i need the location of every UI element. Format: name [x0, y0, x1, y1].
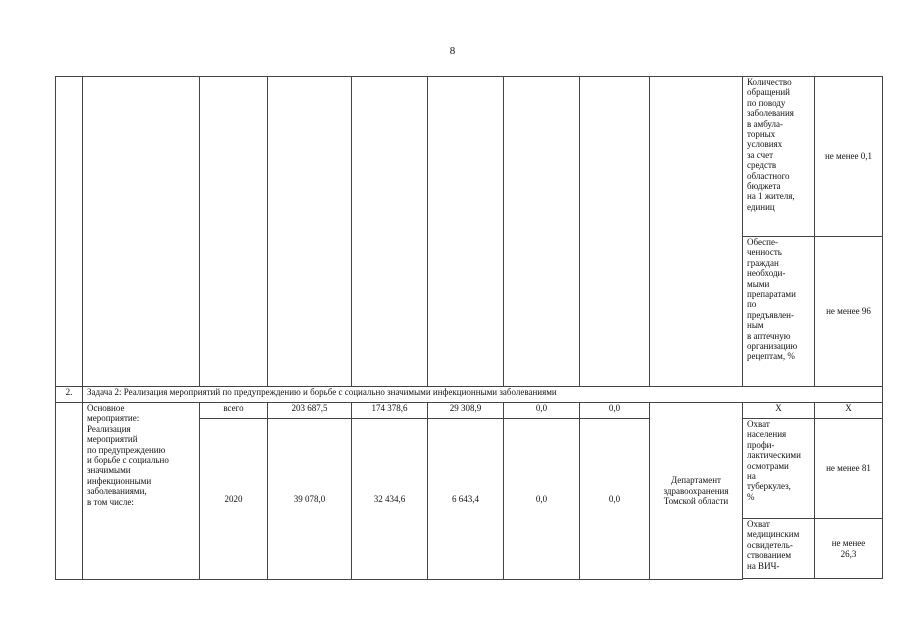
year-label: 2020 — [200, 419, 268, 580]
target-cell: не менее 0,1 — [815, 77, 883, 237]
indicator-cell: Обеспе- ченность граждан необходи- мыми препаратами по предъявлен- ным в аптечную организацию рецептам, % — [743, 237, 815, 387]
year-value: 6 643,4 — [428, 419, 504, 580]
target-cell: не менее 81 — [815, 419, 883, 519]
year-value: 0,0 — [504, 419, 580, 580]
activity-name: Основное мероприятие: Реализация мероприятий по предупреждению и борьбе с социально значимыми инфекционными заболеваниями, в том числе: — [83, 403, 200, 580]
table-row — [56, 77, 883, 237]
indicator-cell: X — [743, 403, 815, 419]
target-cell: не менее 96 — [815, 237, 883, 387]
year-cell — [200, 77, 268, 387]
indicator-cell: Охват населения профи- лактическими осмотрами на туберкулез, % — [743, 419, 815, 519]
table-row — [56, 403, 883, 419]
page-number: 8 — [449, 45, 456, 57]
value-cell — [504, 77, 580, 387]
value-cell — [580, 77, 650, 387]
total-value: 0,0 — [580, 403, 650, 419]
activity-cell — [83, 77, 200, 387]
year-value: 0,0 — [580, 419, 650, 580]
total-value: 174 378,6 — [352, 403, 428, 419]
year-label: всего — [200, 403, 268, 419]
number-cell — [56, 403, 83, 580]
task-row — [56, 387, 883, 403]
value-cell — [352, 77, 428, 387]
total-value: 0,0 — [504, 403, 580, 419]
department-name: Департамент здравоохранения Томской области — [650, 403, 743, 580]
indicator-cell: Охват медицинским освидетель- ствованием на ВИЧ- — [743, 519, 815, 579]
year-value: 32 434,6 — [352, 419, 428, 580]
year-value: 39 078,0 — [268, 419, 352, 580]
total-value: 203 687,5 — [268, 403, 352, 419]
task-number: 2. — [56, 387, 83, 403]
value-cell — [268, 77, 352, 387]
total-value: 29 308,9 — [428, 403, 504, 419]
program-table — [55, 76, 883, 580]
number-cell — [56, 77, 83, 387]
value-cell — [428, 77, 504, 387]
target-cell: X — [815, 403, 883, 419]
indicator-cell: Количество обращений по поводу заболевания в амбула- торных условиях за счет средств областного бюджета на 1 жителя, единиц — [743, 77, 815, 237]
department-cell — [650, 77, 743, 387]
task-title: Задача 2: Реализация мероприятий по предупреждению и борьбе с социально значимыми инфекционными заболеваниями — [83, 387, 883, 403]
target-cell: не менее 26,3 — [815, 519, 883, 579]
